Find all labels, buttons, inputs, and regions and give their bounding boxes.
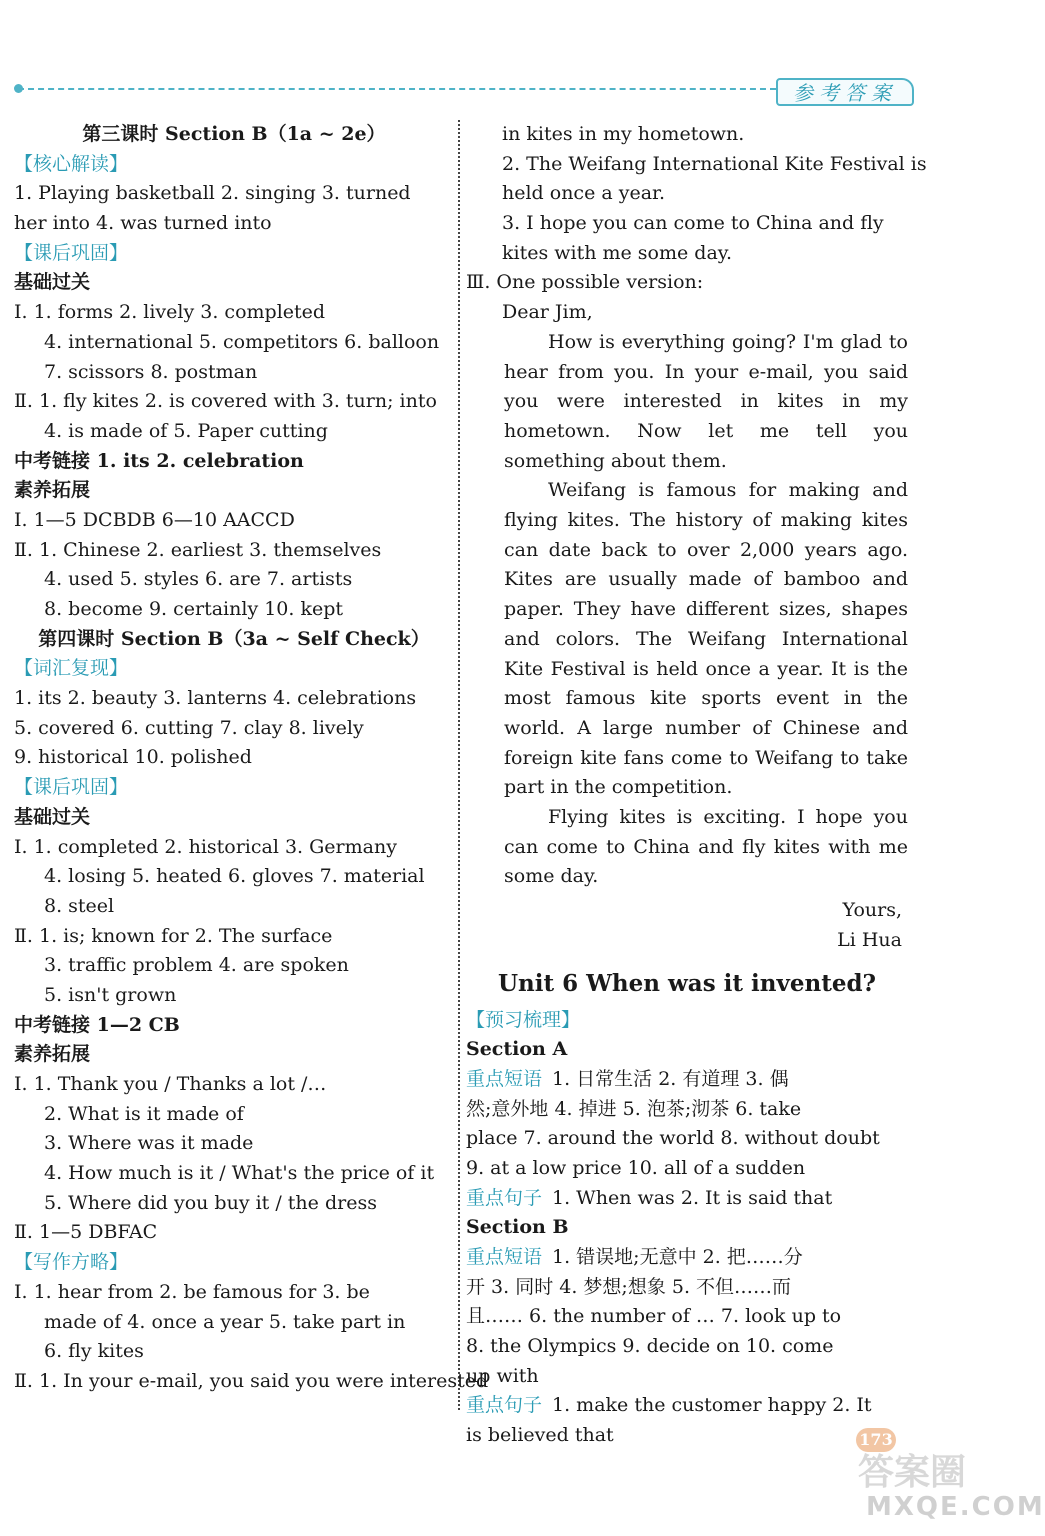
left-column <box>14 120 489 1397</box>
section-b-phrases-line: 开 3. 同时 4. 梦想;想象 5. 不但……而 <box>466 1275 792 1298</box>
section-a-phrases-line: place 7. around the world 8. without doubt <box>466 1127 880 1150</box>
left-line: 3. Where was it made <box>44 1132 254 1155</box>
left-line: 5. Where did you buy it / the dress <box>44 1191 377 1214</box>
left-line: 8. become 9. certainly 10. kept <box>44 598 344 620</box>
left-line: 【写作方略】 <box>14 1251 129 1274</box>
left-line: Ⅰ. 1. forms 2. lively 3. completed <box>14 301 326 324</box>
left-line: 1. its 2. beauty 3. lanterns 4. celebrations <box>14 687 417 710</box>
left-line: 7. scissors 8. postman <box>44 360 258 383</box>
right-column <box>466 120 927 1451</box>
left-line: 4. losing 5. heated 6. gloves 7. material <box>44 865 425 888</box>
left-line: 【词汇复现】 <box>14 657 129 680</box>
left-line: 5. isn't grown <box>44 983 177 1006</box>
section-b-heading: Section B <box>466 1216 569 1239</box>
left-line: Ⅰ. 1—5 DCBDB 6—10 AACCD <box>14 508 295 531</box>
left-line: made of 4. once a year 5. take part in <box>44 1310 406 1333</box>
left-line: Ⅱ. 1—5 DBFAC <box>14 1221 158 1244</box>
column-divider <box>458 120 460 1410</box>
right-line: kites with me some day. <box>502 241 733 264</box>
sentence-text: 1. When was 2. It is said that <box>552 1186 833 1209</box>
left-line: 【核心解读】 <box>14 152 129 175</box>
letter-paragraph-1: How is everything going? I'm glad to hear from you. In your e-mail, you said you were interested in kites in my hometown. Now let me tell you something about them. <box>504 330 908 472</box>
section-b-sentences-line: is believed that <box>466 1424 614 1447</box>
left-line: 中考链接 1—2 CB <box>14 1013 180 1036</box>
left-line: 6. fly kites <box>44 1340 144 1363</box>
section-a-sentences-line <box>466 1184 908 1214</box>
right-line: Ⅲ. One possible version: <box>466 271 704 294</box>
right-line: 2. The Weifang International Kite Festival is <box>502 152 927 175</box>
left-line: Ⅱ. 1. In your e-mail, you said you were interested <box>14 1369 489 1392</box>
left-line: 2. What is it made of <box>44 1102 244 1125</box>
phrase-text: 1. 日常生活 2. 有道理 3. 偶 <box>552 1067 789 1090</box>
sentence-text: 1. make the customer happy 2. It <box>552 1394 872 1417</box>
left-line: 素养拓展 <box>14 479 91 502</box>
watermark-url: MXQE.COM <box>866 1492 1045 1522</box>
section-a-heading: Section A <box>466 1038 568 1061</box>
key-sentences-label: 重点句子 <box>466 1394 543 1417</box>
left-line: Ⅰ. 1. completed 2. historical 3. Germany <box>14 835 397 858</box>
reference-answer-tag: 参考答案 <box>776 78 914 106</box>
left-line: 中考链接 1. its 2. celebration <box>14 449 304 472</box>
section-b-phrases-line: 且…… 6. the number of … 7. look up to <box>466 1305 842 1328</box>
left-line: 1. Playing basketball 2. singing 3. turned <box>14 182 411 205</box>
header-rule <box>18 88 776 90</box>
left-line: 基础过关 <box>14 805 91 828</box>
letter-paragraph-3: Flying kites is exciting. I hope you can come to China and fly kites with me some day. <box>504 806 908 888</box>
left-line: Ⅰ. 1. Thank you / Thanks a lot /… <box>14 1073 327 1095</box>
left-line: 第三课时 Section B（1a ~ 2e） <box>82 123 386 145</box>
section-b-phrases-line: up with <box>466 1364 539 1387</box>
phrase-text: 1. 错误地;无意中 2. 把……分 <box>552 1246 803 1269</box>
left-line: 8. steel <box>44 894 115 917</box>
letter-signature: Li Hua <box>837 928 902 951</box>
left-line: Ⅱ. 1. fly kites 2. is covered with 3. turn; into <box>14 390 437 413</box>
section-a-phrases-line: 然;意外地 4. 掉进 5. 泡茶;沏茶 6. take <box>466 1097 802 1120</box>
page-number: 173 <box>856 1428 896 1452</box>
right-line: in kites in my hometown. <box>502 123 745 145</box>
left-line: her into 4. was turned into <box>14 212 272 235</box>
left-line: 基础过关 <box>14 271 91 294</box>
unit-6-title: Unit 6 When was it invented? <box>497 969 877 997</box>
left-line: 3. traffic problem 4. are spoken <box>44 954 349 977</box>
left-line: 【课后巩固】 <box>14 776 129 799</box>
left-line: 5. covered 6. cutting 7. clay 8. lively <box>14 716 364 739</box>
left-line: 4. used 5. styles 6. are 7. artists <box>44 568 353 591</box>
section-b-sentences-line <box>466 1391 908 1421</box>
key-sentences-label: 重点句子 <box>466 1186 543 1209</box>
key-phrases-label: 重点短语 <box>466 1067 543 1090</box>
preview-heading: 【预习梳理】 <box>466 1008 581 1031</box>
section-b-phrases-line <box>466 1243 908 1273</box>
right-line: held once a year. <box>502 182 666 205</box>
section-a-phrases-line <box>466 1065 908 1095</box>
left-line: 第四课时 Section B（3a ~ Self Check） <box>38 627 430 650</box>
left-line: 素养拓展 <box>14 1043 91 1066</box>
right-line: Dear Jim, <box>502 301 593 324</box>
left-line: Ⅱ. 1. Chinese 2. earliest 3. themselves <box>14 538 382 561</box>
left-line: 9. historical 10. polished <box>14 746 252 769</box>
letter-closing: Yours, <box>842 899 902 922</box>
left-line: Ⅱ. 1. is; known for 2. The surface <box>14 924 333 947</box>
left-line: 4. How much is it / What's the price of it <box>44 1162 435 1185</box>
right-line: 3. I hope you can come to China and fly <box>502 212 884 235</box>
left-line: 4. international 5. competitors 6. balloon <box>44 330 440 353</box>
section-b-phrases-line: 8. the Olympics 9. decide on 10. come <box>466 1335 834 1358</box>
left-line: 【课后巩固】 <box>14 241 129 264</box>
left-line: 4. is made of 5. Paper cutting <box>44 419 328 442</box>
section-a-phrases-line: 9. at a low price 10. all of a sudden <box>466 1156 806 1179</box>
letter-paragraph-2: Weifang is famous for making and flying kites. The history of making kites can date back to over 2,000 years ago. Kites are usually made of bamboo and paper. They have different sizes, shapes and colors. The Weifang International Kite Festival is held once a year. It is the most famous kite sports event in the world. A large number of Chinese and foreign kite fans come to Weifang to take part in the competition. <box>504 479 908 799</box>
key-phrases-label: 重点短语 <box>466 1246 543 1269</box>
left-line: Ⅰ. 1. hear from 2. be famous for 3. be <box>14 1280 370 1303</box>
watermark-logo: 答案圈 <box>858 1452 967 1493</box>
